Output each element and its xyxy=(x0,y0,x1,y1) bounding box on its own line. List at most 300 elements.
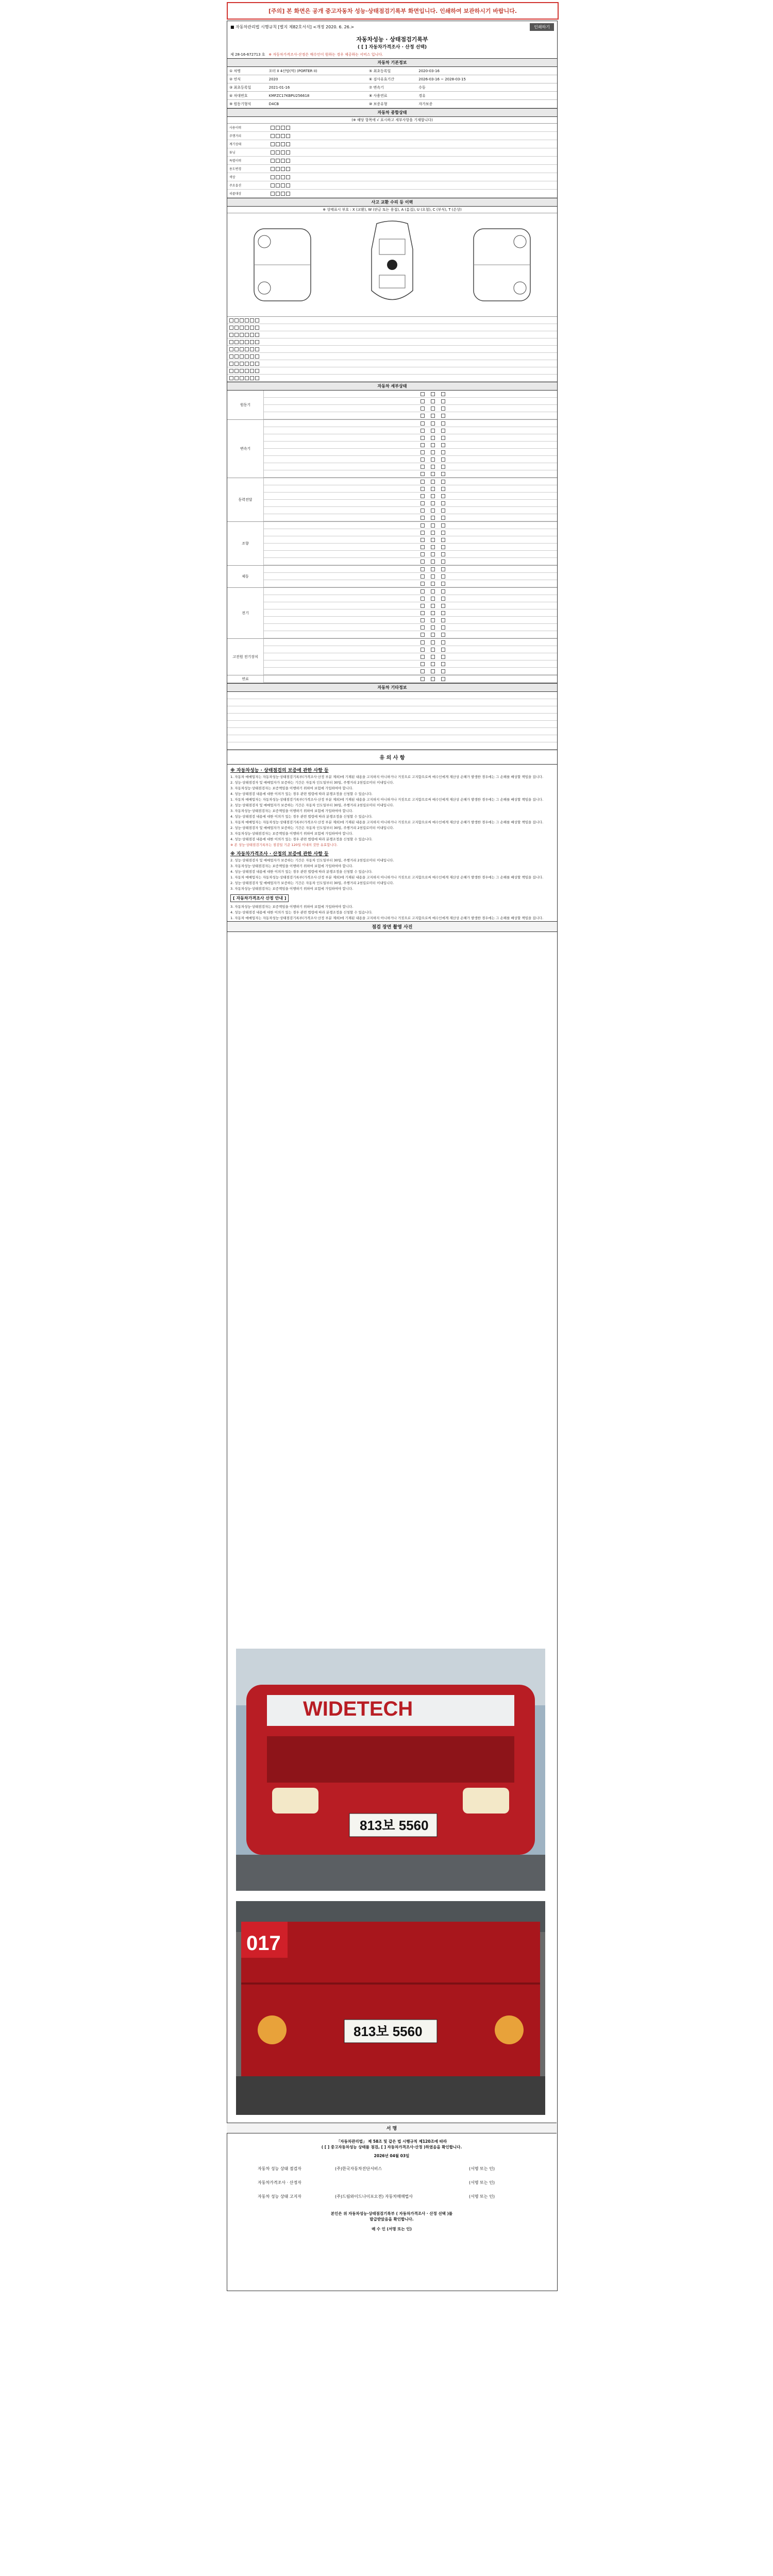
basic-info-label: ③ 최초등록일 xyxy=(229,85,251,90)
checkbox xyxy=(286,134,290,138)
checkbox xyxy=(234,354,239,359)
overall-state-label: 용도변경 xyxy=(229,167,242,171)
checkbox xyxy=(441,538,445,542)
detail-row xyxy=(264,434,557,442)
detail-group xyxy=(227,675,557,683)
accident-row xyxy=(227,346,557,353)
checkbox xyxy=(229,318,233,323)
notice-paragraph: 4. 성능·상태점검 내용에 대한 이의가 있는 경우 관련 법령에 따라 분쟁조정을 신청할 수 있습니다. xyxy=(230,837,373,841)
checkbox xyxy=(421,472,425,476)
other-info-rows xyxy=(227,692,557,750)
checkbox xyxy=(431,589,435,594)
detail-row xyxy=(264,507,557,514)
other-info-row xyxy=(227,692,557,699)
basic-info-label: ⑦ 변속기 xyxy=(368,85,384,90)
buyer-statement-1: 본인은 위 자동차성능·상태점검기록부 ( 자동차가격조사 · 산정 선택 )를 xyxy=(330,2211,453,2216)
notice-paragraph: 3. 자동차성능·상태점검자는 보증책임을 이행하기 위하여 보험에 가입하여야 합니다. xyxy=(230,864,354,868)
checkbox xyxy=(286,126,290,130)
checkbox xyxy=(240,354,244,359)
detail-row xyxy=(264,639,557,646)
checkbox xyxy=(431,523,435,528)
checkbox xyxy=(421,633,425,637)
other-info-row xyxy=(227,714,557,721)
checkbox xyxy=(250,362,254,366)
checkbox xyxy=(441,414,445,418)
checkbox xyxy=(281,175,285,179)
checkbox xyxy=(250,347,254,351)
checkbox xyxy=(421,677,425,681)
basic-info-label: ⑥ 검사유효기간 xyxy=(368,77,395,81)
checkbox xyxy=(276,150,280,155)
checkbox xyxy=(421,662,425,666)
basic-info-value: 포터 II 4산탑(먹) (PORTER II) xyxy=(268,69,317,73)
signature-row xyxy=(227,2190,557,2204)
checkbox xyxy=(441,509,445,513)
signature-lines xyxy=(227,2162,557,2204)
other-info-row xyxy=(227,735,557,742)
checkbox xyxy=(441,582,445,586)
side-number: 017 xyxy=(246,1932,281,1955)
checkbox xyxy=(271,192,275,196)
checkbox xyxy=(421,618,425,622)
car-rear-side-diagram xyxy=(463,218,541,311)
checkbox xyxy=(421,406,425,411)
checkbox xyxy=(441,574,445,579)
checkbox xyxy=(421,545,425,549)
checkbox xyxy=(229,362,233,366)
checkbox xyxy=(431,552,435,556)
form-label: ■ 자동차관리법 시행규칙 [별지 제82호서식] <개정 2020. 6. 26.> xyxy=(230,25,355,29)
basic-info-label: ② 연식 xyxy=(229,77,241,81)
checkbox xyxy=(441,457,445,462)
detail-row xyxy=(264,449,557,456)
checkbox xyxy=(276,159,280,163)
checkbox xyxy=(234,333,239,337)
checkbox xyxy=(271,167,275,171)
checkbox xyxy=(441,618,445,622)
checkbox xyxy=(441,472,445,476)
checkbox xyxy=(281,159,285,163)
checkbox xyxy=(431,538,435,542)
checkbox xyxy=(431,457,435,462)
detail-group xyxy=(227,478,557,522)
detail-group xyxy=(227,566,557,588)
checkbox xyxy=(286,192,290,196)
notice-paragraph: 1. 자동차 매매업자는 자동차성능·상태점검기록부(가격조사·산정 부분 제외)에 기재된 내용을 고지하지 아니하거나 거짓으로 고지함으로써 매수인에게 재산상 손해가 발생한 경우에는 그 손해를 배상할 책임을 집니다. xyxy=(230,820,544,824)
car-front-side-diagram xyxy=(244,218,321,311)
section-overall-state-note: (※ 해당 항목에 √ 표시하고 세부사항을 기재합니다) xyxy=(227,117,557,124)
checkbox xyxy=(421,538,425,542)
checkbox xyxy=(255,340,259,344)
checkbox xyxy=(271,175,275,179)
checkbox xyxy=(234,376,239,380)
checkbox xyxy=(245,333,249,337)
checkbox xyxy=(431,582,435,586)
detail-group-label: 원동기 xyxy=(227,391,264,419)
checkbox xyxy=(441,655,445,659)
checkbox xyxy=(421,450,425,454)
checkbox xyxy=(281,126,285,130)
detail-row xyxy=(264,442,557,449)
checkbox xyxy=(421,509,425,513)
checkbox xyxy=(245,354,249,359)
signer-name: (주)한국자동차진단서비스 xyxy=(335,2166,382,2171)
basic-info-value: KMFZC17KBPU256618 xyxy=(268,93,310,98)
notice-heading-1: ※ 자동차성능 · 상태점검의 보증에 관한 사항 등 xyxy=(230,768,329,773)
notice-paragraph: 2. 성능·상태점검자 및 매매업자가 보증하는 기간은 자동차 인도일부터 30일, 주행거리 2천킬로미터 이내입니다. xyxy=(230,803,394,807)
checkbox xyxy=(421,567,425,571)
section-basic-info-title: 자동차 기본정보 xyxy=(227,58,557,67)
checkbox xyxy=(281,183,285,188)
notice-paragraph: 4. 성능·상태점검 내용에 대한 이의가 있는 경우 관련 법령에 따라 분쟁조정을 신청할 수 있습니다. xyxy=(230,910,373,914)
detail-row xyxy=(264,588,557,595)
checkbox xyxy=(234,326,239,330)
checkbox xyxy=(431,509,435,513)
price-guide-box: [ 자동차가격조사 산정 안내 ] xyxy=(230,894,289,902)
detail-row xyxy=(264,631,557,638)
checkbox xyxy=(421,443,425,447)
basic-info-value: 2026-03-16 ~ 2028-03-15 xyxy=(418,77,466,81)
car-top-diagram xyxy=(354,218,431,311)
checkbox xyxy=(421,640,425,645)
detail-row xyxy=(264,522,557,529)
checkbox xyxy=(431,648,435,652)
checkbox xyxy=(245,326,249,330)
detail-group-label: 동력전달 xyxy=(227,478,264,521)
checkbox xyxy=(276,183,280,188)
checkbox xyxy=(234,362,239,366)
overall-state-label: 주행거리 xyxy=(229,134,242,138)
signer-name xyxy=(335,2180,448,2185)
sign-statement: 「자동차관리법」 제 58조 및 같은 법 시행규칙 제120조에 따라 ( [ ] 중고자동차성능 상태를 점검, [ ] 자동차가격조사·산정 )하였음을 확인합니다. xyxy=(321,2139,462,2149)
checkbox xyxy=(229,369,233,373)
accident-row xyxy=(227,375,557,382)
detail-row xyxy=(264,558,557,565)
checkbox xyxy=(441,465,445,469)
detail-row xyxy=(264,412,557,419)
checkbox xyxy=(441,640,445,645)
detail-group xyxy=(227,420,557,478)
basic-info-label: ④ 차대번호 xyxy=(229,93,248,98)
overall-state-row xyxy=(227,140,557,148)
detail-row xyxy=(264,405,557,412)
checkbox xyxy=(276,142,280,146)
notice-paragraph: 1. 자동차 매매업자는 자동차성능·상태점검기록부(가격조사·산정 부분 제외)에 기재된 내용을 고지하지 아니하거나 거짓으로 고지함으로써 매수인에게 재산상 손해가 발생한 경우에는 그 손해를 배상할 책임을 집니다. xyxy=(230,875,544,879)
checkbox xyxy=(250,376,254,380)
notice-paragraph: 3. 자동차성능·상태점검자는 보증책임을 이행하기 위하여 보험에 가입하여야 합니다. xyxy=(230,832,354,836)
checkbox xyxy=(286,142,290,146)
checkbox xyxy=(281,192,285,196)
notice-paragraph: 3. 자동차성능·상태점검자는 보증책임을 이행하기 위하여 보험에 가입하여야 합니다. xyxy=(230,809,354,813)
accident-row xyxy=(227,324,557,331)
checkbox xyxy=(286,150,290,155)
detail-row xyxy=(264,551,557,558)
checkbox xyxy=(431,421,435,426)
accident-row xyxy=(227,353,557,360)
basic-info-value: 수동 xyxy=(418,85,426,90)
signature-title: 서 명 xyxy=(227,2123,557,2133)
checkbox xyxy=(229,354,233,359)
checkbox xyxy=(441,487,445,491)
detail-group xyxy=(227,588,557,639)
overall-state-label: 주요옵션 xyxy=(229,184,242,188)
checkbox xyxy=(431,662,435,666)
detail-row xyxy=(264,398,557,405)
notice-paragraph: 1. 자동차 매매업자는 자동차성능·상태점검기록부(가격조사·산정 부분 제외)에 기재된 내용을 고지하지 아니하거나 거짓으로 고지함으로써 매수인에게 재산상 손해가 발생한 경우에는 그 손해를 배상할 책임을 집니다. xyxy=(230,798,544,802)
checkbox xyxy=(421,494,425,498)
checkbox xyxy=(276,134,280,138)
checkbox xyxy=(441,560,445,564)
checkbox xyxy=(234,347,239,351)
checkbox xyxy=(271,126,275,130)
checkbox xyxy=(421,480,425,484)
overall-state-row xyxy=(227,173,557,181)
basic-info-label: ⑨ 원동기형식 xyxy=(229,101,251,106)
detail-group xyxy=(227,391,557,420)
detail-row xyxy=(264,675,557,683)
checkbox xyxy=(421,597,425,601)
checkbox xyxy=(431,516,435,520)
signature-slot[interactable]: (서명 또는 인) xyxy=(469,2166,495,2171)
checkbox xyxy=(229,376,233,380)
detail-row xyxy=(264,660,557,668)
checkbox xyxy=(441,429,445,433)
checkbox xyxy=(441,669,445,673)
checkbox xyxy=(240,369,244,373)
checkbox xyxy=(441,523,445,528)
detail-row xyxy=(264,427,557,434)
checkbox xyxy=(431,494,435,498)
checkbox xyxy=(250,354,254,359)
checkbox xyxy=(431,560,435,564)
detail-row xyxy=(264,646,557,653)
checkbox xyxy=(421,625,425,630)
detail-row xyxy=(264,617,557,624)
checkbox xyxy=(240,326,244,330)
front-photo xyxy=(236,1649,545,1891)
checkbox xyxy=(421,648,425,652)
notice-heading-2: ※ 자동차가격조사 · 산정의 보증에 관한 사항 등 xyxy=(230,852,329,857)
checkbox xyxy=(431,625,435,630)
checkbox xyxy=(276,192,280,196)
overall-state-label: 특별이력 xyxy=(229,159,242,163)
checkbox xyxy=(250,326,254,330)
notice-paragraph: 2. 성능·상태점검자 및 매매업자가 보증하는 기간은 자동차 인도일부터 30일, 주행거리 2천킬로미터 이내입니다. xyxy=(230,781,394,785)
notice-paragraph: 3. 자동차성능·상태점검자는 보증책임을 이행하기 위하여 보험에 가입하여야 합니다. xyxy=(230,887,354,891)
detail-row xyxy=(264,580,557,587)
detail-row xyxy=(264,485,557,493)
detail-row xyxy=(264,493,557,500)
section-other-info-title: 자동차 기타정보 xyxy=(227,683,557,692)
section-accident-legend: ※ 상태표시 부호 : X (교환), W (판금 또는 용접), A (흠집), U (요철), C (부식), T (손상) xyxy=(227,207,557,213)
checkbox xyxy=(234,369,239,373)
checkbox xyxy=(229,333,233,337)
notice-paragraphs-2 xyxy=(227,858,557,892)
checkbox xyxy=(441,604,445,608)
rear-truck-illustration xyxy=(236,1901,545,2115)
signature-row xyxy=(227,2162,557,2176)
basic-info-value: 2020 xyxy=(268,77,278,81)
notice-paragraph: 1. 자동차 매매업자는 자동차성능·상태점검기록부(가격조사·산정 부분 제외)에 기재된 내용을 고지하지 아니하거나 거짓으로 고지함으로써 매수인에게 재산상 손해가 발생한 경우에는 그 손해를 배상할 책임을 집니다. xyxy=(230,916,544,920)
signer-role: 자동차 성능 상태 고지자 xyxy=(258,2194,301,2199)
basic-info-label: ⑤ 최초등록일 xyxy=(368,69,391,73)
detail-row xyxy=(264,391,557,398)
checkbox xyxy=(240,333,244,337)
checkbox xyxy=(255,354,259,359)
checkbox xyxy=(421,589,425,594)
signature-slot[interactable]: (서명 또는 인) xyxy=(469,2194,495,2199)
checkbox xyxy=(441,545,445,549)
basic-info-row xyxy=(227,92,557,100)
detail-row xyxy=(264,470,557,478)
detail-row xyxy=(264,609,557,617)
basic-info-value: D4CB xyxy=(268,101,279,106)
detail-row xyxy=(264,653,557,660)
notice-paragraph: 2. 성능·상태점검자 및 매매업자가 보증하는 기간은 자동차 인도일부터 30일, 주행거리 2천킬로미터 이내입니다. xyxy=(230,858,394,862)
checkbox xyxy=(441,531,445,535)
checkbox xyxy=(441,516,445,520)
detail-row xyxy=(264,500,557,507)
basic-info-value: 2021-01-16 xyxy=(268,85,290,90)
checkbox xyxy=(431,414,435,418)
checkbox xyxy=(441,436,445,440)
checkbox xyxy=(421,560,425,564)
detail-row xyxy=(264,566,557,573)
notice-paragraph: 2. 성능·상태점검자 및 매매업자가 보증하는 기간은 자동차 인도일부터 30일, 주행거리 2천킬로미터 이내입니다. xyxy=(230,826,394,830)
detail-row xyxy=(264,668,557,675)
checkbox xyxy=(281,142,285,146)
checkbox xyxy=(281,150,285,155)
detail-row xyxy=(264,478,557,485)
basic-info-row xyxy=(227,100,557,108)
checkbox xyxy=(240,340,244,344)
checkbox xyxy=(421,501,425,505)
checkbox xyxy=(286,175,290,179)
basic-info-row xyxy=(227,83,557,92)
top-warning-banner xyxy=(227,2,559,20)
checkbox xyxy=(431,597,435,601)
checkbox xyxy=(441,392,445,396)
detail-row xyxy=(264,514,557,521)
detail-row xyxy=(264,463,557,470)
checkbox xyxy=(276,167,280,171)
detail-group xyxy=(227,639,557,675)
checkbox xyxy=(240,376,244,380)
overall-state-row xyxy=(227,165,557,173)
checkbox xyxy=(229,347,233,351)
checkbox xyxy=(441,494,445,498)
overall-state-row xyxy=(227,132,557,140)
checkbox xyxy=(431,677,435,681)
checkbox xyxy=(431,669,435,673)
buyer-signature: 매 수 인 (서명 또는 인) xyxy=(372,2227,412,2231)
other-info-row xyxy=(227,742,557,750)
overall-state-row xyxy=(227,190,557,198)
detail-group-label: 연료 xyxy=(227,675,264,683)
detail-group-label: 고전원 전기장치 xyxy=(227,639,264,675)
checkbox xyxy=(255,362,259,366)
checkbox xyxy=(271,150,275,155)
banner-text: [주의] 본 화면은 공개 중고자동차 성능·상태점검기록부 화면입니다. 인쇄하여 보관하시기 바랍니다. xyxy=(268,8,517,14)
rear-plate: 813보 5560 xyxy=(354,2024,423,2039)
checkbox xyxy=(240,347,244,351)
checkbox xyxy=(421,421,425,426)
notice-paragraph: 2. 성능·상태점검자 및 매매업자가 보증하는 기간은 자동차 인도일부터 30일, 주행거리 2천킬로미터 이내입니다. xyxy=(230,881,394,885)
signature-block xyxy=(227,2123,557,2232)
checkbox xyxy=(281,134,285,138)
checkbox xyxy=(234,340,239,344)
print-button[interactable]: 인쇄하기 xyxy=(530,23,554,31)
detail-row xyxy=(264,602,557,609)
accident-rows xyxy=(227,317,557,382)
basic-info-label: ① 차명 xyxy=(229,69,241,73)
checkbox xyxy=(245,318,249,323)
other-info-row xyxy=(227,699,557,706)
checkbox xyxy=(441,406,445,411)
title-block xyxy=(227,33,557,51)
checkbox xyxy=(441,633,445,637)
detail-row xyxy=(264,456,557,463)
checkbox xyxy=(431,633,435,637)
checkbox xyxy=(421,392,425,396)
checkbox xyxy=(431,399,435,403)
checkbox xyxy=(431,465,435,469)
document-subtitle: ( [ ] 자동차가격조사 · 산정 선택) xyxy=(357,45,427,50)
basic-info-row xyxy=(227,67,557,75)
notice-paragraph: 4. 성능·상태점검 내용에 대한 이의가 있는 경우 관련 법령에 따라 분쟁조정을 신청할 수 있습니다. xyxy=(230,792,373,796)
overall-state-label: 사용이력 xyxy=(229,126,242,130)
notice-title: 유 의 사 항 xyxy=(227,750,557,765)
checkbox xyxy=(431,480,435,484)
checkbox xyxy=(255,318,259,323)
notice-paragraph: 3. 자동차성능·상태점검자는 보증책임을 이행하기 위하여 보험에 가입하여야 합니다. xyxy=(230,786,354,790)
accident-row xyxy=(227,338,557,346)
checkbox xyxy=(431,392,435,396)
checkbox xyxy=(421,604,425,608)
checkbox xyxy=(441,662,445,666)
checkbox xyxy=(421,582,425,586)
checkbox xyxy=(431,406,435,411)
checkbox xyxy=(441,421,445,426)
document-title: 자동차성능 · 상태점검기록부 xyxy=(356,36,428,43)
checkbox xyxy=(441,399,445,403)
signature-row xyxy=(227,2176,557,2190)
notice-paragraphs-3 xyxy=(227,904,557,921)
other-info-row xyxy=(227,728,557,735)
photo-section-title: 점검 장면 촬영 사진 xyxy=(227,921,557,932)
checkbox xyxy=(421,429,425,433)
checkbox xyxy=(250,369,254,373)
checkbox xyxy=(421,399,425,403)
checkbox xyxy=(281,167,285,171)
checkbox xyxy=(421,655,425,659)
checkbox xyxy=(245,369,249,373)
checkbox xyxy=(441,648,445,652)
signature-slot[interactable]: (서명 또는 인) xyxy=(469,2180,495,2185)
overall-state-table xyxy=(227,124,557,198)
checkbox xyxy=(245,376,249,380)
checkbox xyxy=(271,183,275,188)
notice-paragraphs xyxy=(227,774,557,842)
rear-photo xyxy=(236,1901,545,2115)
checkbox xyxy=(421,465,425,469)
checkbox xyxy=(421,414,425,418)
checkbox xyxy=(421,531,425,535)
notice-paragraph: 4. 성능·상태점검 내용에 대한 이의가 있는 경우 관련 법령에 따라 분쟁조정을 신청할 수 있습니다. xyxy=(230,870,373,874)
checkbox xyxy=(255,376,259,380)
checkbox xyxy=(441,567,445,571)
detail-group-label: 제동 xyxy=(227,566,264,587)
